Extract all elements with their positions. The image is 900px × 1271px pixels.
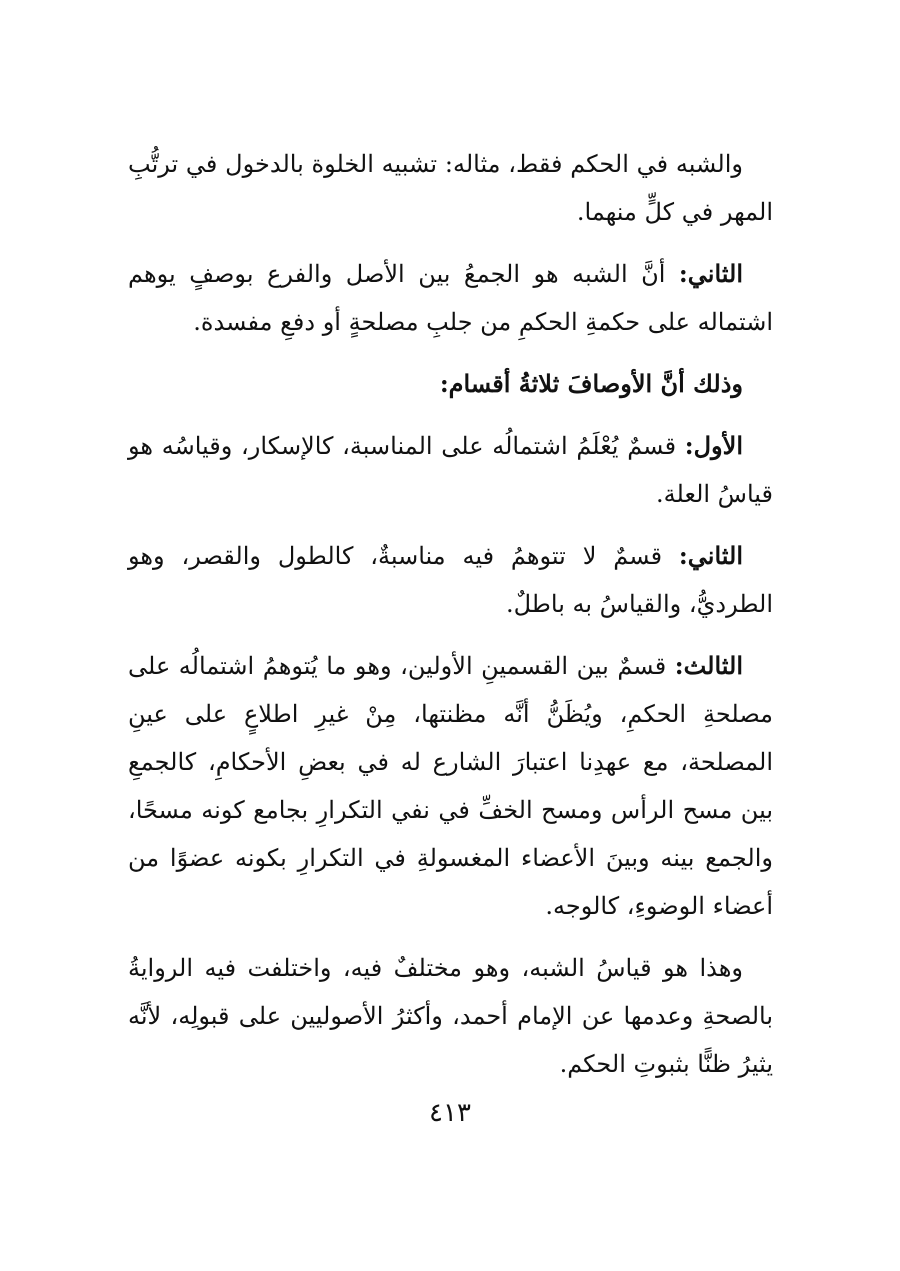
paragraph-intro — [128, 140, 773, 236]
page-body — [128, 140, 773, 1102]
paragraph-text: وهذا هو قياسُ الشبه، وهو مختلفٌ فيه، واختلفت فيه الروايةُ بالصحةِ وعدمها عن الإمام أحمد، وأكثرُ الأصوليين على قبولِه، لأنَّه يثيرُ ظنًّا بثبوتِ الحكم. — [128, 954, 773, 1078]
paragraph-second-category — [128, 532, 773, 628]
paragraph-text: قسمٌ يُعْلَمُ اشتمالُه على المناسبة، كالإسكار، وقياسُه هو قياسُ العلة. — [128, 432, 773, 508]
paragraph-conclusion — [128, 944, 773, 1088]
paragraph-lead: الأول: — [684, 431, 743, 460]
paragraph-third-category — [128, 642, 773, 930]
paragraph-text: والشبه في الحكم فقط، مثاله: تشبيه الخلوة بالدخول في ترتُّبِ المهر في كلٍّ منهما. — [128, 150, 773, 226]
paragraph-second-definition — [128, 250, 773, 346]
paragraph-text: قسمٌ بين القسمينِ الأولين، وهو ما يُتوهمُ اشتمالُه على مصلحةِ الحكمِ، ويُظَنُّ أنَّه مظنتها، مِنْ غيرِ اطلاعٍ على عينِ المصلحة، مع عهدِنا اعتبارَ الشارع له في بعضِ الأحكامِ، كالجمعِ بين مسح الرأس ومسح الخفِّ في نفي التكرارِ بجامع كونه مسحًا، والجمع بينه وبينَ الأعضاء المغسولةِ في التكرارِ بكونه عضوًا من أعضاء الوضوءِ، كالوجه. — [128, 652, 773, 920]
paragraph-text: أنَّ الشبه هو الجمعُ بين الأصل والفرع بوصفٍ يوهم اشتماله على حكمةِ الحكمِ من جلبِ مصلحةٍ أو دفعِ مفسدة. — [128, 260, 773, 336]
section-heading: وذلك أنَّ الأوصافَ ثلاثةُ أقسام: — [439, 369, 743, 398]
paragraph-first-category — [128, 422, 773, 518]
paragraph-lead: الثالث: — [674, 651, 743, 680]
paragraph-lead: الثاني: — [678, 541, 743, 570]
page-number: ٤١٣ — [429, 1098, 471, 1128]
paragraph-lead: الثاني: — [678, 259, 743, 288]
paragraph-text: قسمٌ لا تتوهمُ فيه مناسبةٌ، كالطول والقصر، وهو الطرديُّ، والقياسُ به باطلٌ. — [128, 542, 773, 618]
